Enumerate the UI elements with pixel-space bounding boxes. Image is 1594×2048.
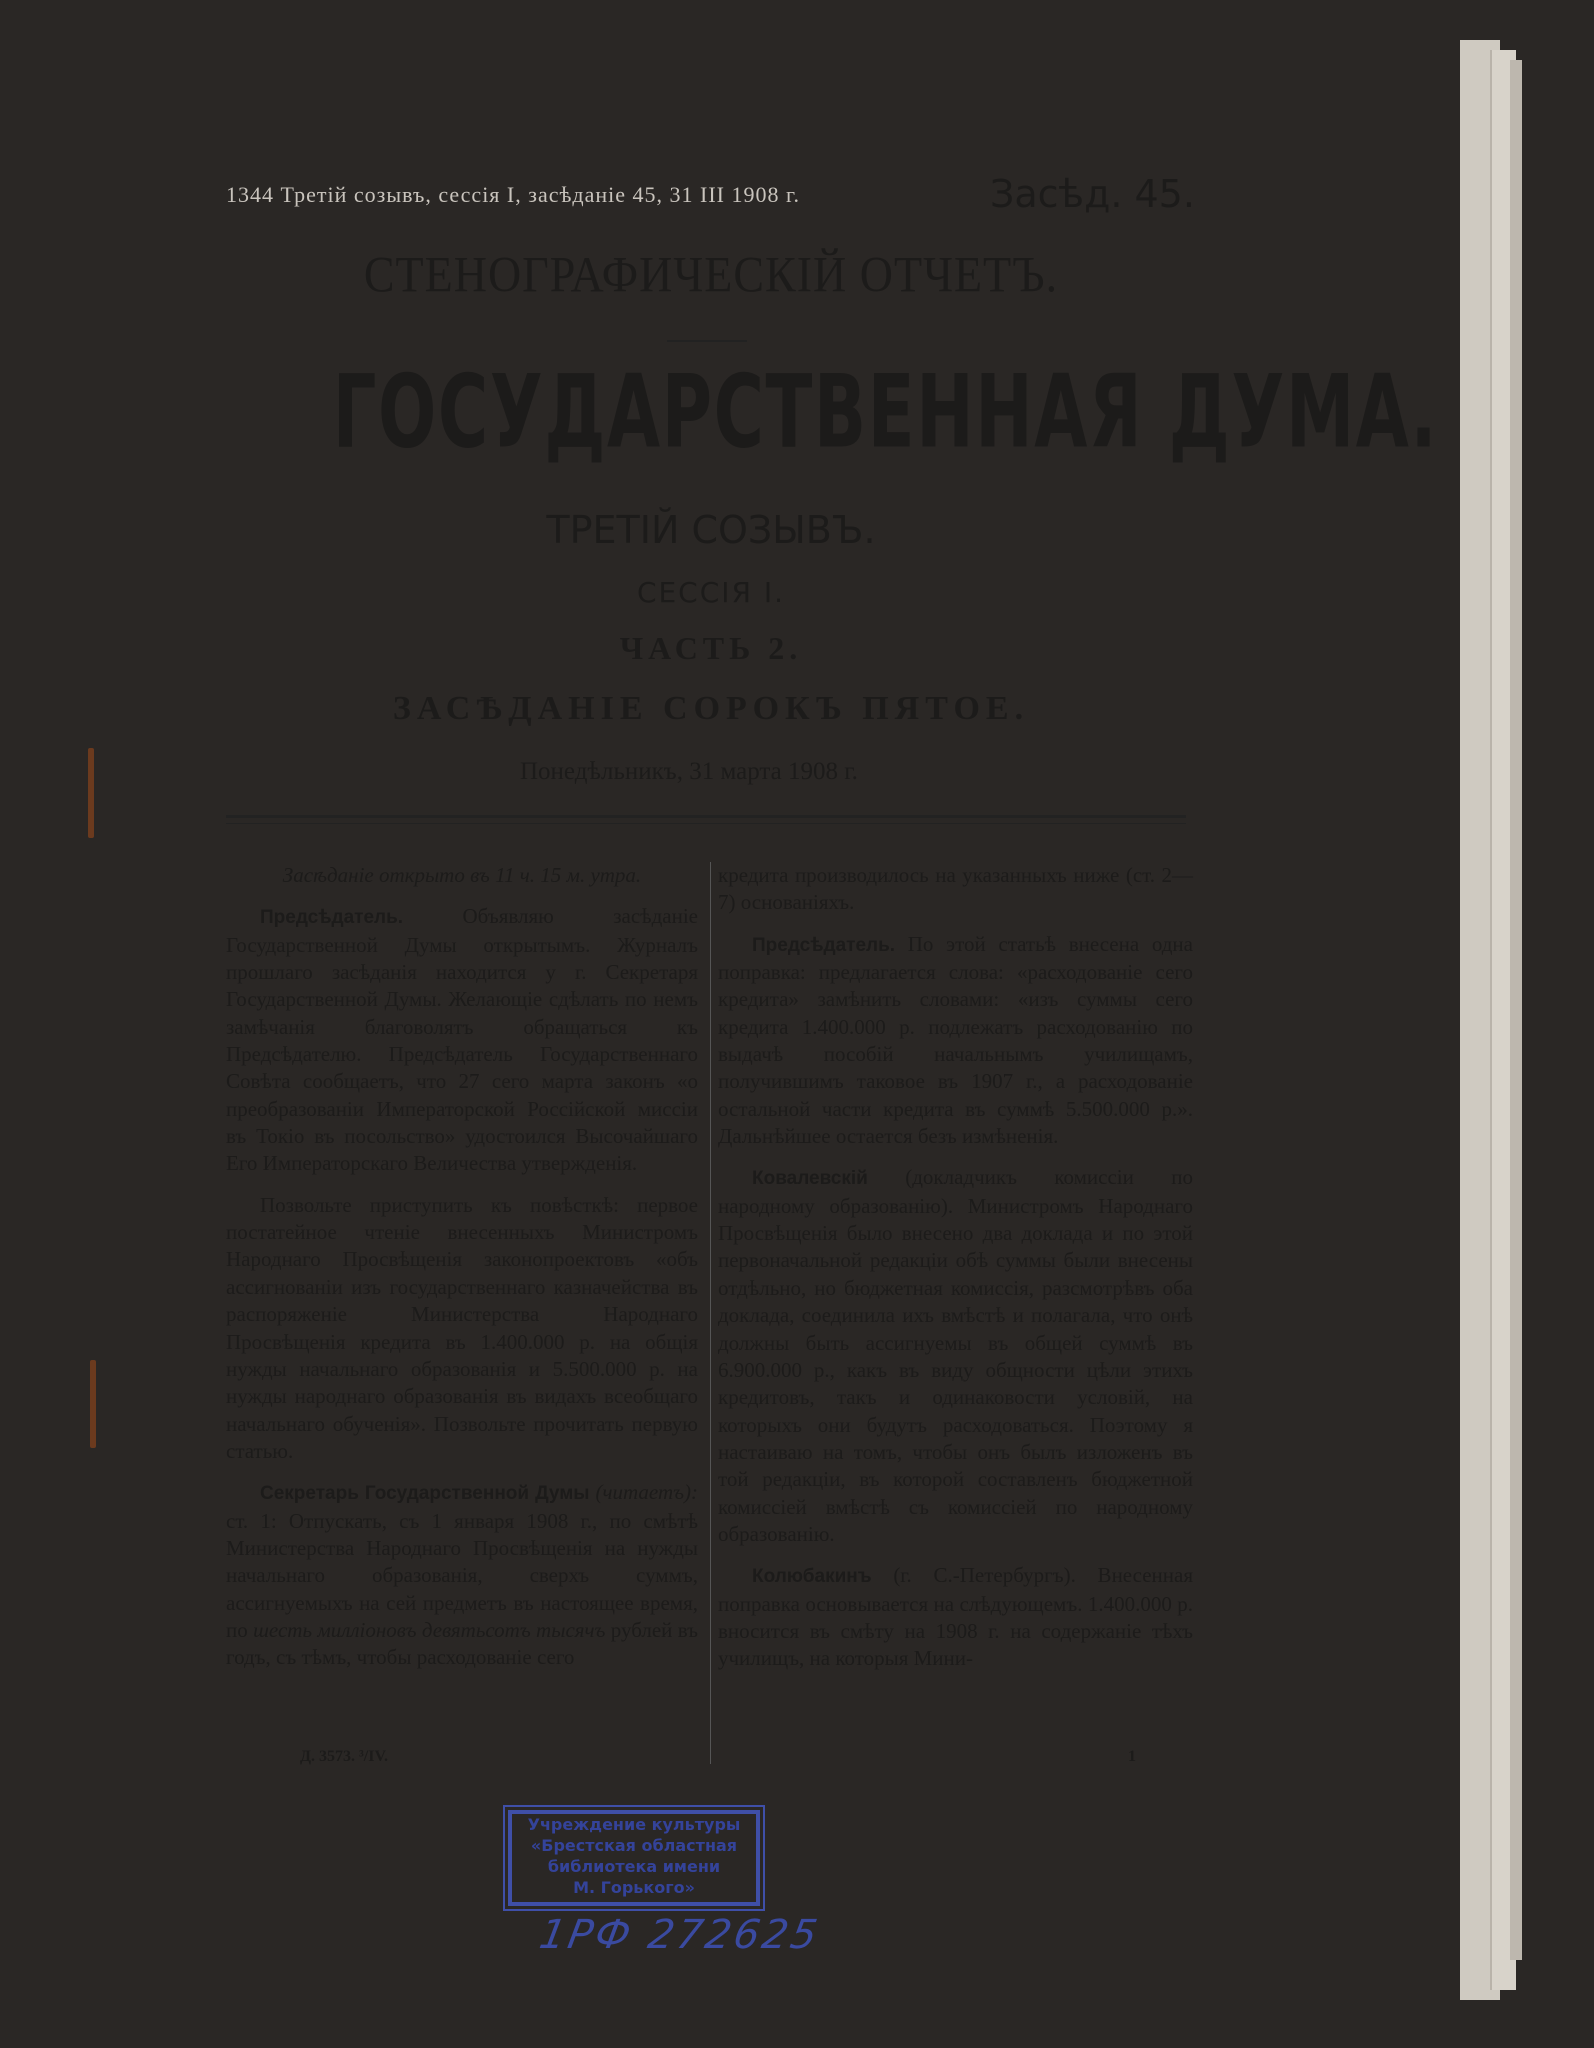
stamp-line: «Брестская областная bbox=[530, 1836, 738, 1855]
speaker-name: Предсѣдатель. bbox=[260, 907, 404, 929]
session: СЕССІЯ I. bbox=[636, 576, 786, 609]
opening-time: Засѣданіе открыто въ 11 ч. 15 м. утра. bbox=[282, 863, 642, 887]
paragraph: Позвольте приступить къ повѣсткѣ: первое постатейное чтеніе внесенныхъ Министромъ Народнаго Просвѣщенія законопроектовъ «объ ассигнованіи изъ государственнаго казначейства въ распоряженіе Министерства Народнаго Просвѣщенія кредита въ 1.400.000 р. на общія нужды начальнаго образованія и 5.500.000 р. на нужды народнаго образованія въ видахъ всеобщаго начальнаго обученія». Позвольте прочитать первую статью. bbox=[226, 1192, 698, 1463]
paragraph bbox=[718, 931, 1193, 1151]
left-column bbox=[226, 862, 698, 1672]
speech-text: Объявляю засѣданіе Государственной Думы открытымъ. Журналъ прошлаго засѣданія находится у г. Секретаря Государственной Думы. Желающіе сдѣлать по немъ замѣчанія благоволятъ обращаться къ Предсѣдателю. Предсѣдатель Государственнаго Совѣта сообщаетъ, что 27 сего марта законъ «о преобразованіи Императорской Россійской миссіи въ Токіо въ посольство» удостоился Высочайшаго Его Императорскаго Величества утвержденія. bbox=[226, 904, 698, 1176]
speech-text: (г. С.-Петербургъ). Внесенная поправка основывается на слѣдующемъ. 1.400.000 р. вносится въ смѣту на 1908 г. на содержаніе тѣхъ училищъ, на которыя Мини- bbox=[718, 1563, 1193, 1671]
speech-text: По этой статьѣ внесена одна поправка: предлагается слова: «расходованіе сего кредита» замѣнить словами: «изъ суммы сего кредита 1.400.000 р. подлежатъ расходованію по выдачѣ пособій начальнымъ училищамъ, получившимъ таковое въ 1907 г., а расходованіе остальной части кредита въ суммѣ 5.500.000 р.». Дальнѣйшее остается безъ измѣненія. bbox=[718, 931, 1193, 1149]
speech-text: ст. 1: Отпускать, съ 1 января 1908 г., по смѣтѣ Министерства Народнаго Просвѣщенія на нужды начальнаго образованія, сверхъ суммъ, ассигнуемыхъ на сей предметъ въ настоящее время, по bbox=[226, 1508, 698, 1642]
convocation: ТРЕТІЙ СОЗЫВЪ. bbox=[546, 508, 876, 552]
sitting-title: ЗАСѢДАНІЕ СОРОКЪ ПЯТОЕ. bbox=[392, 690, 1030, 727]
speech-text: (докладчикъ комиссіи по народному образованію). Министромъ Народнаго Просвѣщенія было внесено два доклада и по этой первоначальной редакціи обѣ суммы были внесены отдѣльно, но бюджетная комиссія, разсмотрѣвъ оба доклада, соединила ихъ вмѣстѣ и полагала, что онѣ должны быть ассигнуемы въ общей суммѣ въ 6.900.000 р., какъ въ виду общности цѣли этихъ кредитовъ, такъ и одинаковости условій, на которыхъ они будутъ расходоваться. Поэтому я настаиваю на томъ, чтобы онъ былъ изложенъ въ той редакціи, въ которой составленъ бюджетной комиссіей вмѣстѣ съ комиссіей по народному образованію. bbox=[718, 1165, 1193, 1546]
paragraph bbox=[226, 1479, 698, 1671]
stamp-line: Учреждение культуры bbox=[527, 1815, 741, 1834]
column-divider bbox=[710, 862, 711, 1764]
speech-text-italic: шесть милліоновъ девятьсотъ тысячъ bbox=[253, 1617, 606, 1642]
header-double-rule bbox=[226, 815, 1186, 824]
paragraph bbox=[226, 903, 698, 1177]
speaker-name: Предсѣдатель. bbox=[752, 934, 896, 956]
staple bbox=[88, 748, 94, 838]
speaker-name: Секретарь Государственной Думы bbox=[260, 1483, 590, 1505]
part: ЧАСТЬ 2. bbox=[619, 630, 803, 666]
paragraph bbox=[718, 1562, 1193, 1672]
paragraph bbox=[718, 1164, 1193, 1548]
report-title: СТЕНОГРАФИЧЕСКІЙ ОТЧЕТЪ. bbox=[363, 246, 1059, 303]
stamp-line: М. Горького» bbox=[573, 1878, 695, 1897]
duma-title: ГОСУДАРСТВЕННАЯ ДУМА. bbox=[332, 352, 1439, 471]
staple bbox=[90, 1360, 96, 1448]
bleed-through-header: 1344 Третій созывъ, сессія I, засѣданіе 45, 31 III 1908 г. bbox=[226, 182, 801, 207]
print-signature: Д. 3573. ³/IV. bbox=[300, 1748, 388, 1765]
date-line: Понедѣльникъ, 31 марта 1908 г. bbox=[520, 758, 858, 785]
speaker-name: Ковалевскій bbox=[752, 1168, 868, 1190]
page-stack-edge bbox=[1510, 60, 1522, 1960]
page-number: 1 bbox=[1128, 1748, 1136, 1765]
title-divider bbox=[667, 340, 747, 342]
stamp-line: библиотека имени bbox=[547, 1857, 721, 1876]
paragraph: кредита производилось на указанныхъ ниже (ст. 2—7) основаніяхъ. bbox=[718, 863, 1193, 915]
sitting-number: Засѣд. 45. bbox=[990, 172, 1195, 216]
stage-direction: (читаетъ): bbox=[589, 1480, 699, 1505]
inventory-number: 1РФ 272625 bbox=[535, 1912, 824, 1958]
library-stamp bbox=[508, 1810, 760, 1906]
speech-text: рублей въ годъ, съ тѣмъ, чтобы расходованіе сего bbox=[226, 1617, 698, 1670]
right-column bbox=[718, 862, 1193, 1673]
speaker-name: Колюбакинъ bbox=[752, 1566, 872, 1588]
